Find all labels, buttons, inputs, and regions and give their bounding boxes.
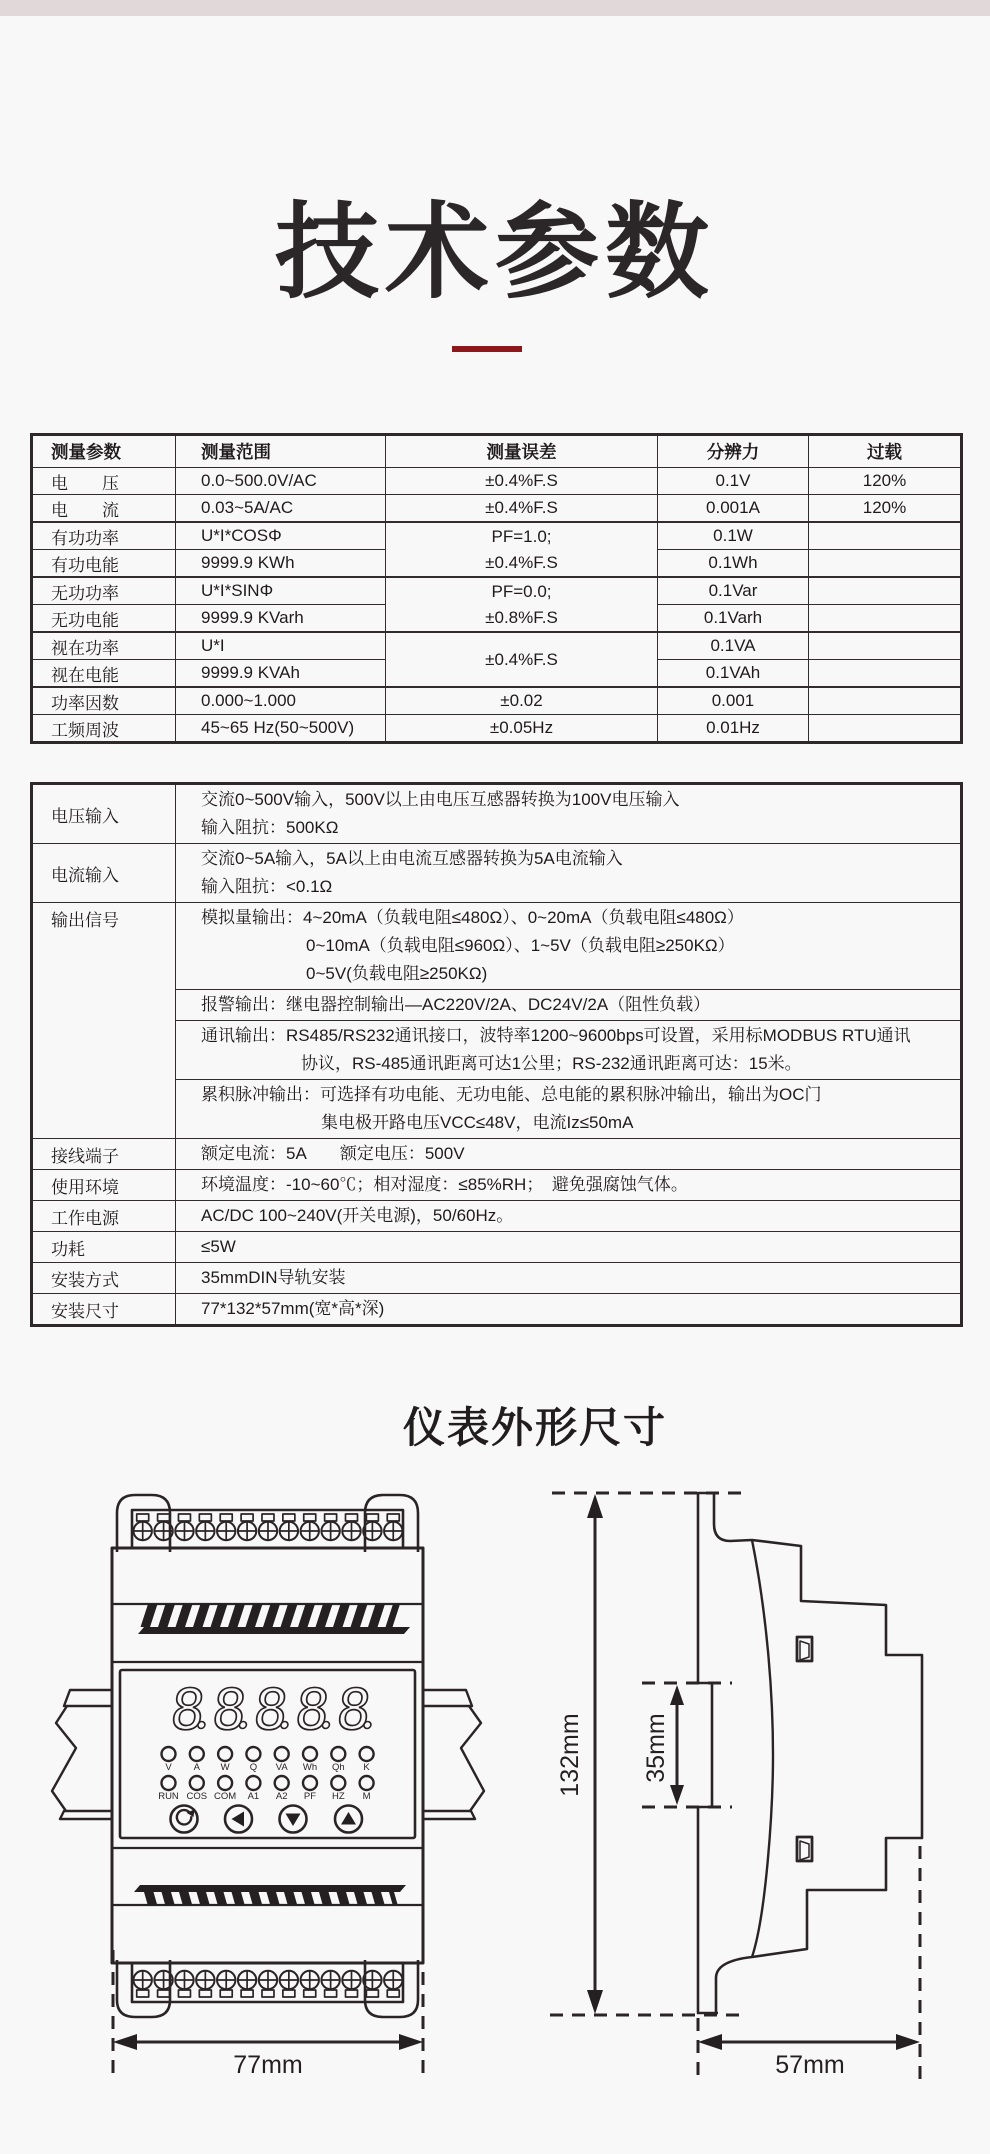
svg-text:HZ: HZ — [331, 1791, 345, 1802]
table-row — [32, 1201, 962, 1232]
button-enter[interactable] — [171, 1806, 198, 1833]
measurement-spec-table — [30, 433, 963, 744]
table-row: 无功功率 U*I*SINΦ PF=0.0; ±0.8%F.S 0.1Var — [32, 577, 962, 605]
dimension-height — [556, 1494, 603, 2014]
button-left[interactable] — [225, 1806, 252, 1833]
row-label: 电流输入 — [32, 844, 176, 903]
row-value — [176, 1294, 962, 1326]
svg-text:RUN: RUN — [158, 1791, 179, 1802]
table-row: 无功电能 9999.9 KVarh 0.1Varh — [32, 605, 962, 633]
table-row: 有功电能 9999.9 KWh 0.1Wh — [32, 550, 962, 578]
table-row: 工频周波 45~65 Hz(50~500V) ±0.05Hz 0.01Hz — [32, 715, 962, 743]
svg-text:A: A — [193, 1762, 200, 1773]
din-rail-right — [423, 1690, 484, 1819]
spec-text-line: 交流0~500V输入，500V以上由电压互感器转换为100V电压输入 — [201, 790, 680, 809]
svg-text:COM: COM — [214, 1791, 237, 1802]
rail-clip-bottom — [797, 1837, 812, 1861]
page-title: 技术参数 — [274, 194, 715, 311]
seven-segment-display — [168, 1678, 376, 1743]
terminal-screws-top — [134, 1514, 403, 1540]
table-row: 功率因数 0.000~1.000 ±0.02 0.001 — [32, 687, 962, 715]
row-value — [176, 1139, 962, 1170]
top-accent-bar — [0, 0, 990, 16]
table-row — [32, 1170, 962, 1201]
spec-text-line: 35mmDIN导轨安装 — [201, 1268, 346, 1287]
svg-text:M: M — [362, 1791, 371, 1802]
table-body — [32, 784, 962, 1326]
spec-text-line: 累积脉冲输出：可选择有功电能、无功电能、总电能的累积脉冲输出，输出为OC门 — [201, 1085, 822, 1104]
row-label: 安装尺寸 — [32, 1294, 176, 1326]
col-header: 过载 — [809, 435, 962, 468]
table-header — [32, 435, 962, 468]
terminal-screws-bottom — [134, 1971, 403, 1997]
vent-base-bar — [134, 1885, 406, 1892]
svg-text:W: W — [220, 1762, 230, 1773]
row-label: 功耗 — [32, 1232, 176, 1263]
spec-text-line: 交流0~5A输入，5A以上由电流互感器转换为5A电流输入 — [201, 849, 623, 868]
spec-text-line: 环境温度：-10~60℃；相对湿度：≤85%RH； 避免强腐蚀气体。 — [201, 1175, 688, 1194]
dimension-din-rail — [642, 1683, 732, 1807]
rail-clip-top — [797, 1637, 812, 1661]
table-row — [32, 844, 962, 903]
down-triangle-icon — [286, 1814, 301, 1827]
title-divider — [452, 346, 522, 352]
left-triangle-icon — [232, 1812, 245, 1827]
table-row: 电 压 0.0~500.0V/AC ±0.4%F.S 0.1V 120% — [32, 468, 962, 495]
table-row — [32, 1232, 962, 1263]
svg-text:A2: A2 — [275, 1791, 288, 1802]
spec-text-line: 通讯输出：RS485/RS232通讯接口，波特率1200~9600bps可设置，采用标MODBUS RTU通讯 — [201, 1026, 911, 1045]
table-row — [32, 1263, 962, 1294]
row-value — [176, 844, 962, 903]
spec-text-line: 集电极开路电压VCC≤48V，电流Iz≤50mA — [321, 1113, 634, 1132]
spec-text-line: 报警输出：继电器控制输出—AC220V/2A、DC24V/2A（阻性负载） — [201, 995, 711, 1014]
output-subrow — [176, 989, 960, 1020]
table-row: 电 流 0.03~5A/AC ±0.4%F.S 0.001A 120% — [32, 495, 962, 523]
spec-text-line: 额定电流：5A 额定电压：500V — [201, 1144, 465, 1163]
dimension-drawing — [0, 1460, 990, 2140]
svg-text:8: 8 — [292, 1678, 333, 1743]
row-value — [176, 1201, 962, 1232]
depth-dimension-label: 57mm — [775, 2051, 845, 2079]
svg-text:VA: VA — [275, 1762, 288, 1773]
profile-rear-wall — [698, 1493, 718, 2013]
width-dimension-label: 77mm — [233, 2051, 303, 2079]
col-header: 测量误差 — [386, 435, 658, 468]
svg-text:8: 8 — [333, 1678, 375, 1743]
svg-text:Wh: Wh — [302, 1762, 318, 1773]
svg-text:Q: Q — [249, 1762, 258, 1773]
din-dimension-label: 35mm — [642, 1713, 670, 1783]
spec-text-line: ≤5W — [201, 1237, 236, 1256]
svg-text:8: 8 — [209, 1678, 250, 1743]
spec-text-line: 协议，RS-485通讯距离可达1公里；RS-232通讯距离可达：15米。 — [301, 1054, 802, 1073]
table-row — [32, 784, 962, 844]
profile-front-curve — [752, 1540, 773, 1957]
button-up[interactable] — [335, 1806, 362, 1833]
table-row — [32, 1294, 962, 1326]
up-triangle-icon — [341, 1812, 356, 1825]
spec-text-line: 模拟量输出：4~20mA（负载电阻≤480Ω）、0~20mA（负载电阻≤480Ω） — [201, 908, 744, 927]
table-row — [32, 903, 962, 1139]
svg-text:A1: A1 — [247, 1791, 260, 1802]
row-label: 输出信号 — [32, 903, 176, 1139]
svg-text:PF: PF — [303, 1791, 317, 1802]
table-body — [32, 468, 962, 743]
vent-base-bar — [138, 1627, 410, 1634]
section-title-dimensions: 仪表外形尺寸 — [402, 1403, 667, 1451]
output-subrow — [176, 1079, 960, 1138]
table-row: 视在电能 9999.9 KVAh 0.1VAh — [32, 660, 962, 688]
spec-text-line: 输入阻抗：<0.1Ω — [201, 877, 333, 896]
row-label: 使用环境 — [32, 1170, 176, 1201]
table-row: 有功功率 U*I*COSΦ PF=1.0; ±0.4%F.S 0.1W — [32, 522, 962, 550]
svg-text:K: K — [363, 1762, 370, 1773]
row-label: 接线端子 — [32, 1139, 176, 1170]
side-view — [550, 1493, 922, 2082]
spec-text-line: 0~10mA（负载电阻≤960Ω）、1~5V（负载电阻≥250KΩ） — [306, 936, 735, 955]
output-subrow — [176, 903, 960, 989]
spec-text-line: 输入阻抗：500KΩ — [201, 818, 339, 837]
din-rail-left — [52, 1690, 112, 1819]
row-label: 工作电源 — [32, 1201, 176, 1232]
col-header: 测量参数 — [32, 435, 176, 468]
profile-outline — [714, 1493, 922, 2013]
col-header: 测量范围 — [176, 435, 386, 468]
row-label: 电压输入 — [32, 784, 176, 844]
svg-text:COS: COS — [186, 1791, 208, 1802]
svg-text:8: 8 — [167, 1678, 209, 1743]
vent-slats-top — [138, 1616, 410, 1635]
spec-text-line: 0~5V(负载电阻≥250KΩ) — [306, 964, 488, 983]
vent-slats-bottom — [134, 1885, 406, 1899]
col-header: 分辨力 — [658, 435, 809, 468]
output-subrow — [176, 1020, 960, 1079]
row-label: 安装方式 — [32, 1263, 176, 1294]
svg-text:8: 8 — [250, 1678, 292, 1743]
row-value — [176, 1232, 962, 1263]
led-indicator-row-1 — [162, 1747, 374, 1773]
svg-text:V: V — [165, 1762, 172, 1773]
row-value — [176, 1170, 962, 1201]
front-view — [52, 1495, 484, 2082]
row-value — [176, 903, 962, 1139]
io-spec-table — [30, 782, 963, 1327]
row-value — [176, 1263, 962, 1294]
row-value — [176, 784, 962, 844]
svg-text:Qh: Qh — [331, 1762, 345, 1773]
height-dimension-label: 132mm — [556, 1713, 584, 1797]
led-indicator-row-2 — [158, 1776, 373, 1802]
table-row — [32, 1139, 962, 1170]
table-row: 视在功率 U*I ±0.4%F.S 0.1VA — [32, 632, 962, 660]
spec-text-line: 77*132*57mm(宽*高*深) — [201, 1299, 385, 1318]
spec-text-line: AC/DC 100~240V(开关电源)，50/60Hz。 — [201, 1206, 514, 1225]
button-down[interactable] — [280, 1806, 307, 1833]
